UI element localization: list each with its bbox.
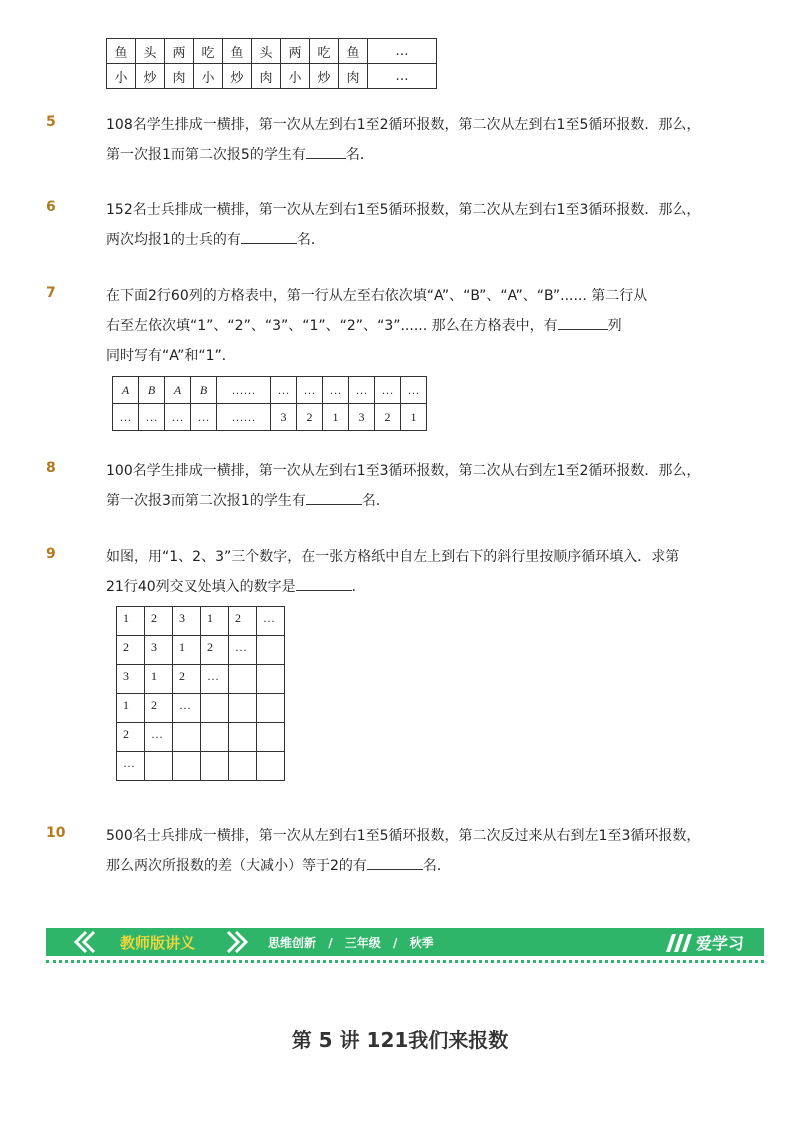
grid-cell: 2 [229,607,257,636]
question-8 [106,456,746,516]
table-cell: 肉 [252,64,281,89]
question-number: 10 [46,825,66,841]
table-cell: 鱼 [107,39,136,64]
grid-cell: 1 [117,607,145,636]
grid-cell [201,694,229,723]
answer-blank [558,315,608,330]
grid-cell: 2 [145,607,173,636]
answer-blank [241,229,297,244]
table-cell: … [165,404,191,431]
grid-cell [201,752,229,781]
grid-cell: 2 [117,636,145,665]
table-cell: … [191,404,217,431]
footer-banner [46,928,764,956]
answer-blank [367,855,423,870]
q9-grid [116,606,285,781]
table-cell: 头 [252,39,281,64]
question-text-line2: 21行40列交叉处填入的数字是 ． [106,572,746,602]
question-text-line2: 两次均报1的士兵的有 名． [106,225,746,255]
table-cell: 两 [165,39,194,64]
table-cell: 2 [375,404,401,431]
table-cell: 两 [281,39,310,64]
table-cell: … [375,377,401,404]
table-cell: A [113,377,139,404]
question-text: 100名学生排成一横排，第一次从左到右1至3循环报数，第二次从右到左1至2循环报数．那么， [106,463,701,479]
table-cell: … [271,377,297,404]
question-number: 7 [46,285,56,301]
grid-cell: 1 [173,636,201,665]
grid-cell [257,752,285,781]
grid-cell [229,694,257,723]
table-cell: 2 [297,404,323,431]
table-cell: 炒 [310,64,339,89]
grid-cell [257,694,285,723]
table-cell: … [297,377,323,404]
grid-cell: 1 [145,665,173,694]
top-table [106,38,437,89]
question-9 [106,542,746,602]
question-text-line3: 同时写有“A”和“1”． [106,348,236,364]
question-7 [106,281,746,371]
answer-blank [296,576,352,591]
question-number: 5 [46,114,56,130]
table-cell: 鱼 [339,39,368,64]
table-cell: 3 [271,404,297,431]
table-cell: … [323,377,349,404]
question-text: 108名学生排成一横排，第一次从左到右1至2循环报数，第二次从左到右1至5循环报数．那么， [106,117,701,133]
grid-cell [201,723,229,752]
grid-cell: 2 [201,636,229,665]
question-10 [106,821,756,881]
question-number: 9 [46,546,56,562]
table-cell: A [165,377,191,404]
table-cell: 鱼 [223,39,252,64]
grid-cell [229,723,257,752]
grid-cell: 1 [117,694,145,723]
grid-cell [257,665,285,694]
brand-label: 教师版讲义 [120,934,196,952]
grid-cell: 3 [173,607,201,636]
table-cell: 炒 [136,64,165,89]
question-text: 在下面2行60列的方格表中，第一行从左至右依次填“A”、“B”、“A”、“B”...... 第二行从 [106,288,648,304]
grid-cell: … [145,723,173,752]
grid-cell [173,723,201,752]
grid-cell: 2 [145,694,173,723]
grid-cell [145,752,173,781]
lecture-title: 第 5 讲 121我们来报数 [291,1028,509,1052]
table-cell: 吃 [194,39,223,64]
table-cell: 吃 [310,39,339,64]
grid-cell: 2 [117,723,145,752]
table-cell: …… [217,377,271,404]
answer-blank [306,144,346,159]
answer-blank [306,490,362,505]
q7-table [112,376,427,431]
grid-cell: … [117,752,145,781]
table-cell: 3 [349,404,375,431]
grid-cell: 2 [173,665,201,694]
table-cell: 小 [194,64,223,89]
grid-cell: 1 [201,607,229,636]
table-cell: … [113,404,139,431]
table-cell: 1 [323,404,349,431]
table-cell: 小 [107,64,136,89]
table-cell: … [401,377,427,404]
table-cell: … [349,377,375,404]
table-cell: …… [217,404,271,431]
grid-cell: … [173,694,201,723]
table-cell: … [368,64,437,89]
grid-cell [229,665,257,694]
question-text: 500名士兵排成一横排，第一次从左到右1至5循环报数，第二次反过来从右到左1至3循环报数， [106,828,701,844]
grid-cell: 3 [117,665,145,694]
table-cell: 肉 [339,64,368,89]
grid-cell [229,752,257,781]
grid-cell: … [201,665,229,694]
grid-cell: … [229,636,257,665]
chevrons-right-icon [224,930,254,954]
question-text: 152名士兵排成一横排，第一次从左到右1至5循环报数，第二次从左到右1至3循环报数．那么， [106,202,701,218]
question-text: 如图，用“1、2、3”三个数字，在一张方格纸中自左上到右下的斜行里按顺序循环填入．求第 [106,549,680,565]
table-cell: 炒 [223,64,252,89]
question-text-line2: 第一次报1而第二次报5的学生有 名． [106,140,746,170]
question-text-line2: 那么两次所报数的差（大减小）等于2的有 名． [106,851,756,881]
question-number: 8 [46,460,56,476]
grid-cell: … [257,607,285,636]
table-cell: 肉 [165,64,194,89]
table-cell: 头 [136,39,165,64]
question-text-line2: 右至左依次填“1”、“2”、“3”、“1”、“2”、“3”...... 那么在方格表中，有 列 [106,311,746,341]
grid-cell [257,723,285,752]
grid-cell: 3 [145,636,173,665]
table-cell: B [191,377,217,404]
question-5 [106,110,746,170]
grid-cell [173,752,201,781]
brand-logo-icon [664,931,694,953]
brand-logo-text: 爱学习 [696,934,745,953]
table-cell: … [139,404,165,431]
table-cell: … [368,39,437,64]
grid-cell [257,636,285,665]
table-cell: B [139,377,165,404]
question-number: 6 [46,199,56,215]
question-6 [106,195,746,255]
table-cell: 小 [281,64,310,89]
course-info: 思维创新 / 三年级 / 秋季 [268,936,434,950]
footer-divider [46,960,764,963]
question-text-line2: 第一次报3而第二次报1的学生有 名． [106,486,746,516]
table-cell: 1 [401,404,427,431]
